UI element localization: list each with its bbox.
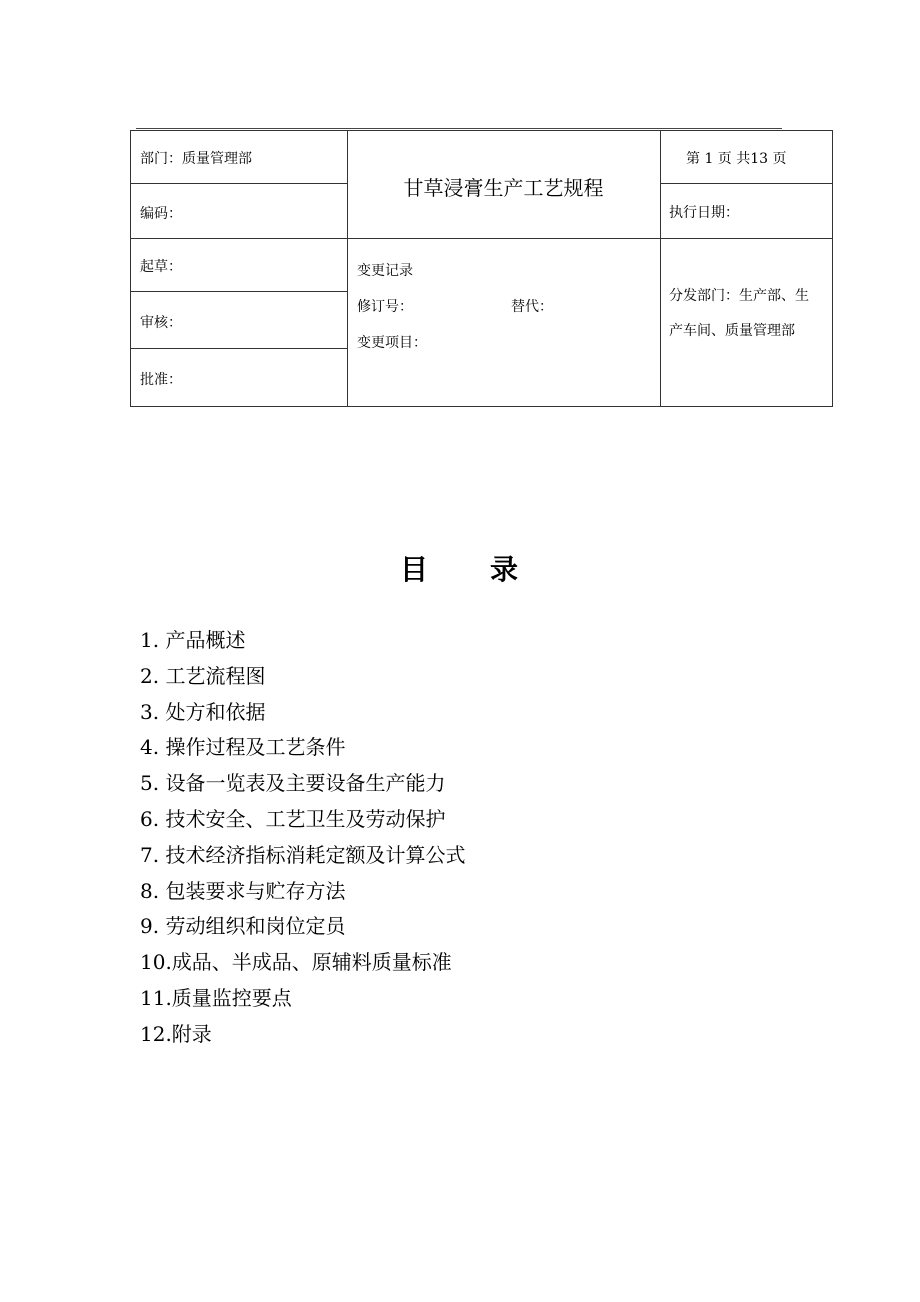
toc-title: 目 录 <box>399 553 520 586</box>
toc-item: 4. 操作过程及工艺条件 <box>140 735 346 760</box>
toc-item: 12.附录 <box>140 1021 212 1046</box>
review-label: 审核： <box>140 315 182 331</box>
change-item-label: 变更项目： <box>357 335 427 351</box>
draft-label: 起草： <box>140 259 182 275</box>
document-title: 甘草浸膏生产工艺规程 <box>403 176 604 200</box>
department-label: 部门：质量管理部 <box>140 151 252 167</box>
code-label: 编码： <box>140 206 182 222</box>
approve-label: 批准： <box>140 372 182 388</box>
distribution-line2: 产车间、质量管理部 <box>669 323 795 339</box>
toc-item: 9. 劳动组织和岗位定员 <box>140 914 346 939</box>
page-info: 第 1 页 共13 页 <box>686 151 787 167</box>
distribution-line1: 分发部门：生产部、生 <box>669 288 809 304</box>
toc-item: 7. 技术经济指标消耗定额及计算公式 <box>140 842 466 867</box>
toc-item: 10.成品、半成品、原辅料质量标准 <box>140 950 452 975</box>
toc-item: 3. 处方和依据 <box>140 699 266 724</box>
header-rule <box>136 128 782 129</box>
toc-item: 6. 技术安全、工艺卫生及劳动保护 <box>140 806 446 831</box>
toc-item: 1. 产品概述 <box>140 628 246 652</box>
revision-no-label: 修订号： <box>357 299 413 315</box>
replace-label: 替代： <box>511 299 553 315</box>
toc-item: 5. 设备一览表及主要设备生产能力 <box>140 771 446 796</box>
toc-item: 2. 工艺流程图 <box>140 663 266 688</box>
toc-item: 11.质量监控要点 <box>140 985 292 1010</box>
change-record-label: 变更记录 <box>357 263 413 279</box>
toc-list <box>140 626 465 1056</box>
exec-date-label: 执行日期： <box>669 205 739 221</box>
toc-item: 8. 包装要求与贮存方法 <box>140 878 346 903</box>
